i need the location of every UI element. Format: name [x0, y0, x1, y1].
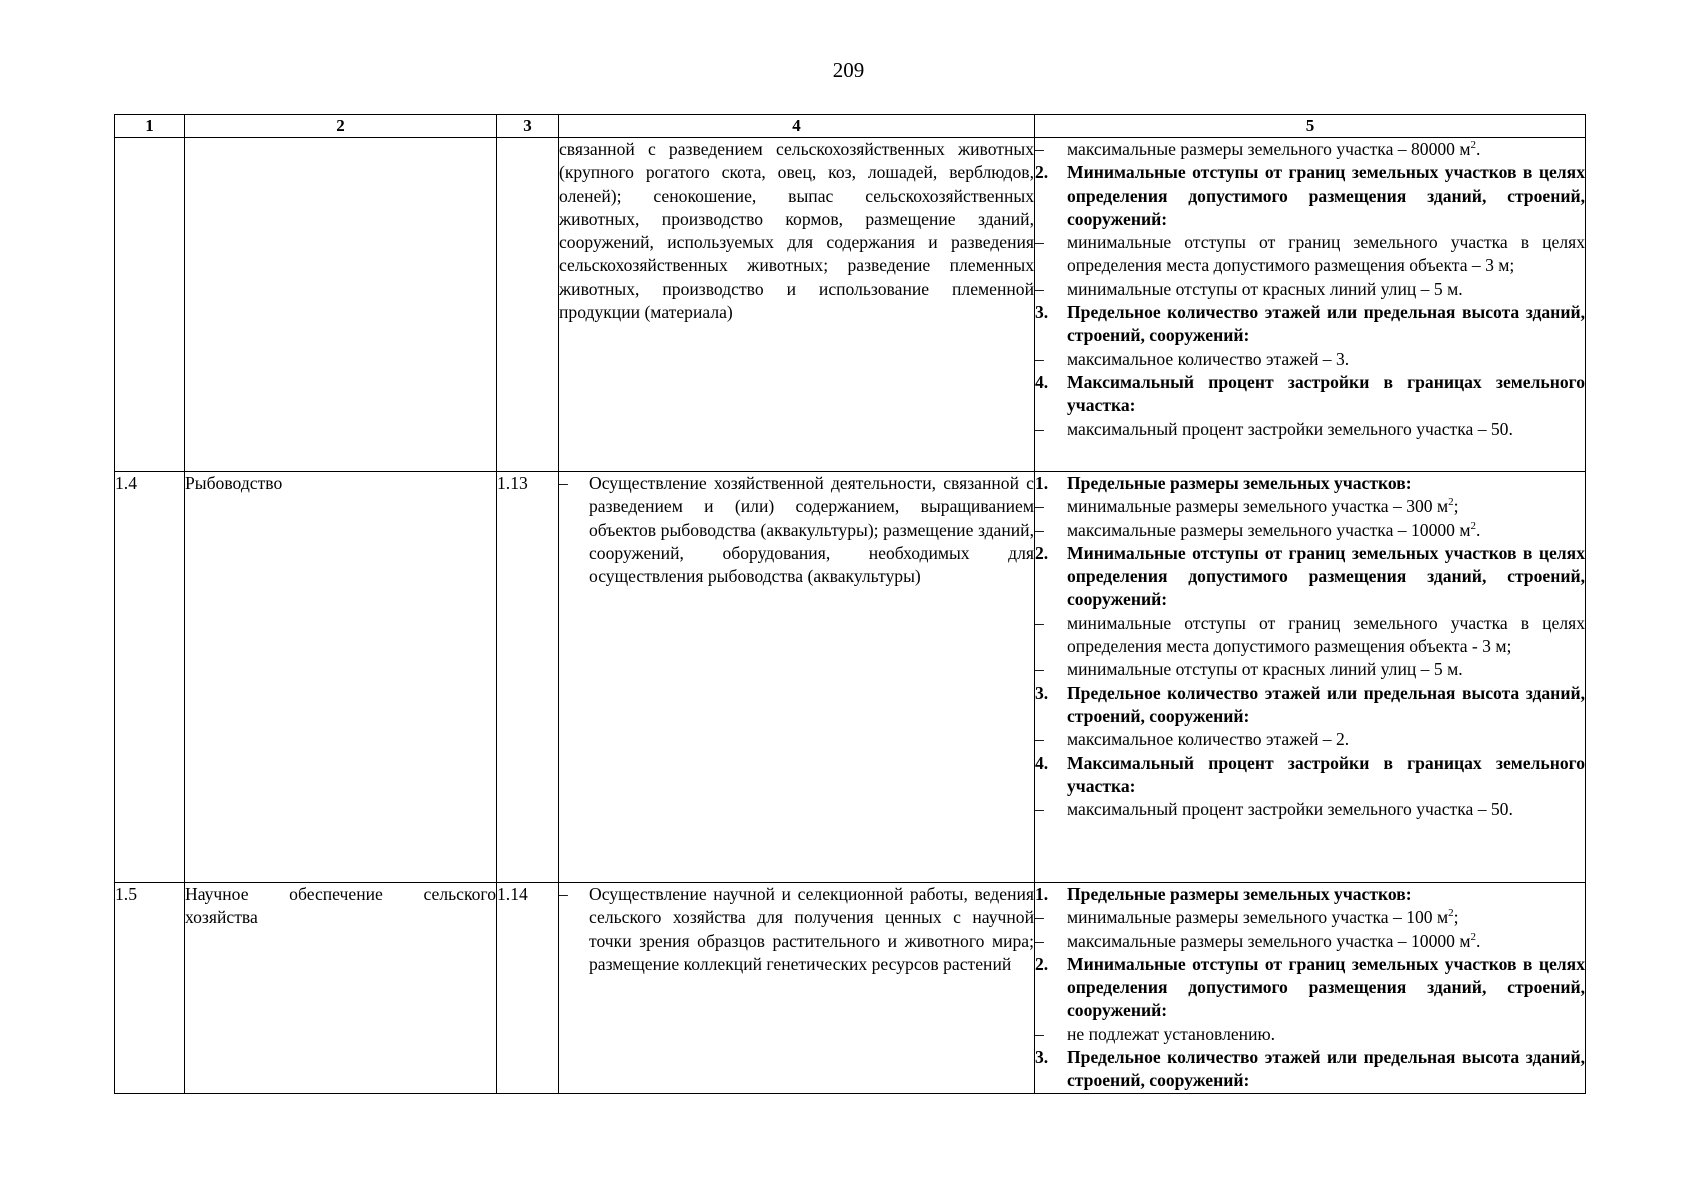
page-number: 209	[832, 58, 865, 82]
parameter-number: 1.	[1035, 884, 1049, 904]
unit-superscript: 2	[1470, 519, 1476, 532]
parameter-item	[1035, 612, 1585, 659]
parameter-text-body: не подлежат установлению.	[1067, 1023, 1276, 1044]
unit-superscript: 2	[1470, 930, 1476, 943]
parameter-number: 1.	[1035, 473, 1049, 493]
parameter-text-body: максимальный процент застройки земельного участка – 50.	[1067, 418, 1513, 439]
unit-superscript: 2	[1448, 907, 1454, 920]
parameter-number: 2.	[1035, 542, 1049, 563]
parameter-text	[1067, 682, 1585, 729]
parameter-text-body: Предельное количество этажей или предельная высота зданий, строений, сооружений:	[1067, 1047, 1585, 1091]
unit-superscript: 2	[1448, 496, 1454, 509]
parameter-heading	[1035, 542, 1585, 612]
parameter-text-body: минимальные отступы от границ земельного участка в целях определения места допустимого размещения объекта - 3 м;	[1067, 612, 1585, 657]
parameters-cell	[1035, 472, 1586, 883]
parameter-text	[1067, 883, 1585, 906]
parameter-heading	[1035, 472, 1585, 495]
parameter-heading	[1035, 752, 1585, 799]
parameter-text	[1067, 161, 1585, 231]
parameter-dash: –	[1035, 930, 1044, 951]
use-description-cell	[559, 883, 1035, 1094]
row-number-cell: 1.5	[115, 883, 185, 1094]
description-text: Осуществление хозяйственной деятельности, связанной с разведением и (или) содержанием, выращиванием объектов рыбоводства (аквакультуры); размещение зданий, сооружений, оборудования, необходимых для осуществления рыбоводства (аквакультуры)	[589, 473, 1034, 587]
use-name-cell	[185, 138, 497, 472]
parameter-number: 3.	[1035, 1047, 1049, 1068]
parameter-item	[1035, 278, 1585, 301]
parameter-dash: –	[1035, 659, 1044, 680]
table-row	[115, 883, 1586, 1094]
parameter-item	[1035, 728, 1585, 751]
parameter-text	[1067, 472, 1585, 495]
parameter-text	[1067, 953, 1585, 1023]
use-name-cell: Рыбоводство	[185, 472, 497, 883]
parameter-text-body: Минимальные отступы от границ земельных участков в целях определения допустимого размещения зданий, строений, сооружений:	[1067, 542, 1585, 610]
parameter-number: 4.	[1035, 371, 1049, 392]
parameter-item	[1035, 231, 1585, 278]
parameter-text	[1067, 418, 1585, 441]
parameter-text	[1067, 798, 1585, 821]
parameter-dash: –	[1035, 139, 1044, 159]
parameter-text-body: Предельное количество этажей или предельная высота зданий, строений, сооружений:	[1067, 302, 1585, 346]
column-header: 4	[559, 115, 1035, 138]
parameter-text	[1067, 612, 1585, 659]
parameter-text	[1067, 495, 1585, 518]
row-number-cell	[115, 138, 185, 472]
parameter-dash: –	[1035, 496, 1044, 517]
parameter-text	[1067, 348, 1585, 371]
parameter-item	[1035, 495, 1585, 518]
parameter-heading	[1035, 161, 1585, 231]
parameter-heading	[1035, 371, 1585, 418]
parameter-number: 3.	[1035, 682, 1049, 703]
column-header: 3	[497, 115, 559, 138]
parameter-number: 2.	[1035, 953, 1049, 974]
parameter-text	[1067, 906, 1585, 929]
parameter-text-tail: .	[1476, 519, 1481, 540]
use-description-cell	[559, 472, 1035, 883]
parameter-item	[1035, 658, 1585, 681]
parameter-dash: –	[1035, 799, 1044, 820]
parameters-cell	[1035, 883, 1586, 1094]
parameter-text	[1067, 519, 1585, 542]
parameter-dash: –	[1035, 907, 1044, 928]
table-row	[115, 472, 1586, 883]
parameter-text	[1067, 231, 1585, 278]
parameter-text-tail: ;	[1453, 496, 1459, 517]
description-text: связанной с разведением сельскохозяйственных животных (крупного рогатого скота, овец, коз, лошадей, верблюдов, оленей); сенокошение, выпас сельскохозяйственных животных, производство кормов, размещение зданий, сооружений, используемых для содержания и разведения сельскохозяйственных животных; разведение племенных животных, производство и использование племенной продукции (материала)	[559, 139, 1034, 323]
parameter-item	[1035, 418, 1585, 441]
parameter-text-body: Предельные размеры земельных участков:	[1067, 884, 1412, 904]
parameter-text-body: Минимальные отступы от границ земельных участков в целях определения допустимого размещения зданий, строений, сооружений:	[1067, 953, 1585, 1021]
parameter-item	[1035, 519, 1585, 542]
parameter-dash: –	[1035, 232, 1044, 253]
parameter-text	[1067, 658, 1585, 681]
parameter-dash: –	[1035, 278, 1044, 299]
column-header: 1	[115, 115, 185, 138]
unit-superscript: 2	[1470, 139, 1476, 152]
parameter-text-body: максимальное количество этажей – 3.	[1067, 348, 1350, 369]
parameter-dash: –	[1035, 1023, 1044, 1044]
use-name-cell: Научное обеспечение сельского хозяйства	[185, 883, 497, 1094]
parameter-text-body: Максимальный процент застройки в границах земельного участка:	[1067, 371, 1585, 416]
parameter-text	[1067, 752, 1585, 799]
parameter-text-body: максимальное количество этажей – 2.	[1067, 729, 1350, 750]
use-description-cell	[559, 138, 1035, 472]
parameter-number: 4.	[1035, 752, 1049, 773]
parameter-item	[1035, 138, 1585, 161]
parameter-text-body: Предельные размеры земельных участков:	[1067, 473, 1412, 493]
parameter-heading	[1035, 953, 1585, 1023]
parameter-text	[1067, 1023, 1585, 1046]
parameter-text	[1067, 301, 1585, 348]
parameter-text-body: Минимальные отступы от границ земельных участков в целях определения допустимого размещения зданий, строений, сооружений:	[1067, 162, 1585, 229]
use-code-cell	[497, 138, 559, 472]
parameter-text	[1067, 930, 1585, 953]
parameter-text-tail: ;	[1453, 907, 1459, 928]
parameter-dash: –	[1035, 348, 1044, 369]
parameter-text-body: минимальные размеры земельного участка – 300 м	[1067, 496, 1449, 517]
parameter-heading	[1035, 682, 1585, 729]
parameter-text	[1067, 728, 1585, 751]
parameter-text-body: минимальные отступы от границ земельного участка в целях определения места допустимого размещения объекта – 3 м;	[1067, 232, 1585, 276]
description-text: Осуществление научной и селекционной работы, ведения сельского хозяйства для получения ценных с научной точки зрения образцов растительного и животного мира; размещение коллекций генетических ресурсов растений	[589, 884, 1034, 974]
parameter-text	[1067, 1046, 1585, 1093]
parameter-text-tail: .	[1476, 139, 1481, 159]
parameter-item	[1035, 930, 1585, 953]
parameter-heading	[1035, 1046, 1585, 1093]
parameter-text	[1067, 371, 1585, 418]
parameter-text-body: максимальные размеры земельного участка – 10000 м	[1067, 930, 1471, 951]
parameter-text-body: Предельное количество этажей или предельная высота зданий, строений, сооружений:	[1067, 682, 1585, 726]
description-dash: –	[559, 473, 568, 493]
parameter-text-tail: .	[1476, 930, 1481, 951]
parameter-item	[1035, 1023, 1585, 1046]
parameter-text	[1067, 138, 1585, 161]
parameter-number: 3.	[1035, 302, 1049, 323]
parameter-text-body: максимальные размеры земельного участка – 80000 м	[1067, 139, 1471, 159]
column-header: 2	[185, 115, 497, 138]
use-code-cell: 1.14	[497, 883, 559, 1094]
row-number-cell: 1.4	[115, 472, 185, 883]
description-dash: –	[559, 884, 568, 904]
parameter-dash: –	[1035, 612, 1044, 633]
parameter-text-body: максимальный процент застройки земельного участка – 50.	[1067, 799, 1513, 820]
parameter-item	[1035, 348, 1585, 371]
column-header: 5	[1035, 115, 1586, 138]
parameter-number: 2.	[1035, 162, 1049, 183]
table-header-row	[115, 115, 1586, 138]
parameter-item	[1035, 798, 1585, 821]
parameter-dash: –	[1035, 418, 1044, 439]
parameter-text-body: Максимальный процент застройки в границах земельного участка:	[1067, 752, 1585, 796]
parameter-item	[1035, 906, 1585, 929]
table-row	[115, 138, 1586, 472]
zoning-regulations-table	[114, 114, 1586, 1094]
parameter-text	[1067, 542, 1585, 612]
parameter-heading	[1035, 301, 1585, 348]
parameter-dash: –	[1035, 729, 1044, 750]
parameter-dash: –	[1035, 519, 1044, 540]
parameter-text-body: минимальные отступы от красных линий улиц – 5 м.	[1067, 278, 1463, 299]
parameter-text-body: минимальные отступы от красных линий улиц – 5 м.	[1067, 659, 1463, 680]
parameters-cell	[1035, 138, 1586, 472]
use-code-cell: 1.13	[497, 472, 559, 883]
parameter-text-body: минимальные размеры земельного участка – 100 м	[1067, 907, 1449, 928]
parameter-text-body: максимальные размеры земельного участка – 10000 м	[1067, 519, 1471, 540]
parameter-text	[1067, 278, 1585, 301]
parameter-heading	[1035, 883, 1585, 906]
